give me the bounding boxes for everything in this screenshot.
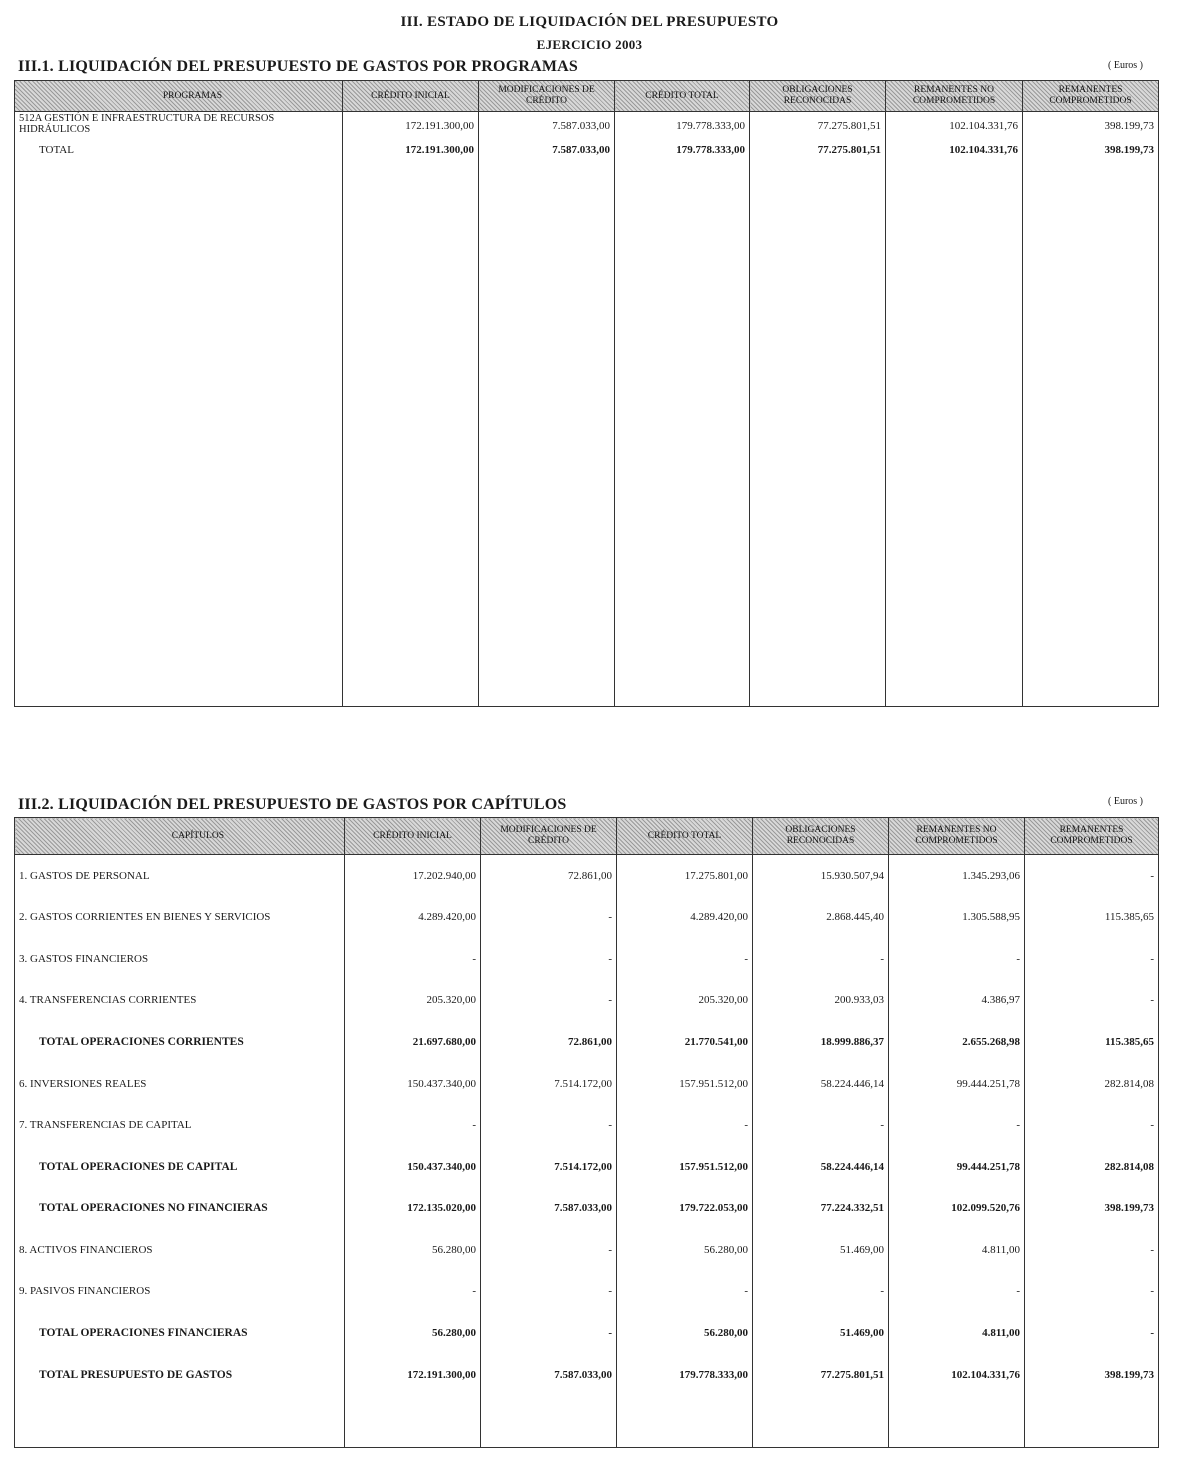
col-header-credito-inicial: CRÉDITO INICIAL [343,81,479,112]
cell-value: 4.289.420,00 [617,896,753,938]
cell-value: 282.814,08 [1025,1063,1159,1105]
col-header-credito-total: CRÉDITO TOTAL [615,81,750,112]
cell-value: 179.778.333,00 [615,144,750,703]
empty-cell [479,702,615,706]
document-subtitle: EJERCICIO 2003 [536,37,643,52]
cell-value: - [617,938,753,980]
cell-value: 77.275.801,51 [750,144,886,703]
table-filler-row [15,702,1159,706]
row-label: 8. ACTIVOS FINANCIEROS [15,1229,345,1271]
cell-value: - [1025,1229,1159,1271]
cell-value: 4.811,00 [889,1229,1025,1271]
cell-value: - [481,980,617,1022]
col-header-capitulos: CAPÍTULOS [15,818,345,855]
cell-value: 179.722.053,00 [617,1187,753,1229]
cell-value: - [345,938,481,980]
table-row-total [15,1146,1159,1188]
cell-value: 102.104.331,76 [889,1354,1025,1396]
cell-value: - [889,1104,1025,1146]
cell-value: 282.814,08 [1025,1146,1159,1188]
empty-cell [15,1395,345,1447]
cell-value: 77.275.801,51 [753,1354,889,1396]
cell-value: 102.099.520,76 [889,1187,1025,1229]
row-label: 9. PASIVOS FINANCIEROS [15,1271,345,1313]
col-header-credito-total: CRÉDITO TOTAL [617,818,753,855]
empty-cell [889,1395,1025,1447]
cell-value: 2.868.445,40 [753,896,889,938]
document-title: III. ESTADO DE LIQUIDACIÓN DEL PRESUPUESTO [400,14,779,30]
empty-cell [615,702,750,706]
col-header-remanentes-no: REMANENTES NO COMPROMETIDOS [889,818,1025,855]
cell-value: - [1025,855,1159,897]
cell-value: 15.930.507,94 [753,855,889,897]
cell-value: 115.385,65 [1025,1021,1159,1063]
cell-value: - [481,896,617,938]
cell-value: 51.469,00 [753,1312,889,1354]
table-row-total [15,1354,1159,1396]
table-row-total [15,1187,1159,1229]
cell-value: 72.861,00 [481,1021,617,1063]
section1-title: III.1. LIQUIDACIÓN DEL PRESUPUESTO DE GASTOS POR PROGRAMAS [18,58,578,75]
table-row-total [15,1021,1159,1063]
cell-value: 4.386,97 [889,980,1025,1022]
row-label: 2. GASTOS CORRIENTES EN BIENES Y SERVICIOS [15,896,345,938]
empty-cell [343,702,479,706]
cell-value: 7.587.033,00 [481,1354,617,1396]
cell-value: - [1025,1312,1159,1354]
cell-value: 77.224.332,51 [753,1187,889,1229]
cell-value: 7.587.033,00 [479,112,615,144]
section2-title: III.2. LIQUIDACIÓN DEL PRESUPUESTO DE GASTOS POR CAPÍTULOS [18,796,567,813]
col-header-programas: PROGRAMAS [15,81,343,112]
cell-value: 72.861,00 [481,855,617,897]
cell-value: 172.191.300,00 [343,112,479,144]
cell-value: 18.999.886,37 [753,1021,889,1063]
cell-value: 150.437.340,00 [345,1146,481,1188]
cell-value: 398.199,73 [1025,1187,1159,1229]
row-label: TOTAL PRESUPUESTO DE GASTOS [15,1354,345,1396]
cell-value: - [481,938,617,980]
row-label: 6. INVERSIONES REALES [15,1063,345,1105]
cell-value: - [753,938,889,980]
cell-value: 398.199,73 [1023,144,1159,703]
empty-cell [886,702,1023,706]
cell-value: 21.770.541,00 [617,1021,753,1063]
row-label: TOTAL OPERACIONES CORRIENTES [15,1021,345,1063]
col-header-remanentes: REMANENTES COMPROMETIDOS [1023,81,1159,112]
cell-value: - [481,1271,617,1313]
col-header-modificaciones: MODIFICACIONES DE CRÉDITO [479,81,615,112]
cell-value: 7.514.172,00 [481,1063,617,1105]
col-header-credito-inicial: CRÉDITO INICIAL [345,818,481,855]
row-label: TOTAL [15,144,343,703]
cell-value: 205.320,00 [617,980,753,1022]
cell-value: - [481,1229,617,1271]
cell-value: 1.305.588,95 [889,896,1025,938]
cell-value: 157.951.512,00 [617,1063,753,1105]
cell-value: - [1025,1104,1159,1146]
table-row-total [15,144,1159,703]
cell-value: 7.587.033,00 [479,144,615,703]
cell-value: - [617,1271,753,1313]
row-label: 7. TRANSFERENCIAS DE CAPITAL [15,1104,345,1146]
cell-value: - [345,1271,481,1313]
cell-value: 2.655.268,98 [889,1021,1025,1063]
cell-value: - [1025,938,1159,980]
table-row [15,112,1159,144]
table-header-row [15,818,1159,855]
empty-cell [750,702,886,706]
row-label: TOTAL OPERACIONES DE CAPITAL [15,1146,345,1188]
cell-value: 398.199,73 [1023,112,1159,144]
col-header-obligaciones: OBLIGACIONES RECONOCIDAS [753,818,889,855]
cell-value: - [753,1104,889,1146]
row-label: TOTAL OPERACIONES NO FINANCIERAS [15,1187,345,1229]
row-label: TOTAL OPERACIONES FINANCIERAS [15,1312,345,1354]
cell-value: 56.280,00 [617,1312,753,1354]
section2-units: ( Euros ) [1108,796,1143,807]
cell-value: 398.199,73 [1025,1354,1159,1396]
cell-value: - [481,1104,617,1146]
cell-value: - [889,938,1025,980]
cell-value: 56.280,00 [345,1312,481,1354]
cell-value: 115.385,65 [1025,896,1159,938]
cell-value: 99.444.251,78 [889,1063,1025,1105]
empty-cell [1023,702,1159,706]
cell-value: 172.191.300,00 [345,1354,481,1396]
table-filler-row [15,1395,1159,1447]
row-label: 1. GASTOS DE PERSONAL [15,855,345,897]
cell-value: 172.191.300,00 [343,144,479,703]
cell-value: 99.444.251,78 [889,1146,1025,1188]
table-row [15,1229,1159,1271]
cell-value: 17.202.940,00 [345,855,481,897]
row-label: 512A GESTIÓN E INFRAESTRUCTURA DE RECURSOS HIDRÁULICOS [15,112,343,144]
cell-value: 58.224.446,14 [753,1063,889,1105]
cell-value: 179.778.333,00 [615,112,750,144]
programs-table [14,80,1159,707]
cell-value: - [889,1271,1025,1313]
chapters-table [14,817,1159,1448]
cell-value: 56.280,00 [345,1229,481,1271]
col-header-remanentes: REMANENTES COMPROMETIDOS [1025,818,1159,855]
table-row [15,938,1159,980]
cell-value: 56.280,00 [617,1229,753,1271]
col-header-obligaciones: OBLIGACIONES RECONOCIDAS [750,81,886,112]
col-header-remanentes-no: REMANENTES NO COMPROMETIDOS [886,81,1023,112]
empty-cell [15,702,343,706]
cell-value: 205.320,00 [345,980,481,1022]
row-label: 3. GASTOS FINANCIEROS [15,938,345,980]
cell-value: 77.275.801,51 [750,112,886,144]
empty-cell [481,1395,617,1447]
cell-value: 17.275.801,00 [617,855,753,897]
col-header-modificaciones: MODIFICACIONES DE CRÉDITO [481,818,617,855]
cell-value: 4.811,00 [889,1312,1025,1354]
cell-value: 102.104.331,76 [886,112,1023,144]
cell-value: - [617,1104,753,1146]
table-header-row [15,81,1159,112]
cell-value: - [345,1104,481,1146]
cell-value: 150.437.340,00 [345,1063,481,1105]
row-label: 4. TRANSFERENCIAS CORRIENTES [15,980,345,1022]
empty-cell [617,1395,753,1447]
cell-value: - [1025,1271,1159,1313]
cell-value: 7.514.172,00 [481,1146,617,1188]
cell-value: 157.951.512,00 [617,1146,753,1188]
empty-cell [345,1395,481,1447]
cell-value: 7.587.033,00 [481,1187,617,1229]
section1-units: ( Euros ) [1108,60,1143,71]
cell-value: 1.345.293,06 [889,855,1025,897]
table-row [15,1063,1159,1105]
cell-value: - [1025,980,1159,1022]
empty-cell [1025,1395,1159,1447]
cell-value: - [481,1312,617,1354]
table-row-total [15,1312,1159,1354]
cell-value: - [753,1271,889,1313]
table-row [15,1271,1159,1313]
cell-value: 200.933,03 [753,980,889,1022]
cell-value: 58.224.446,14 [753,1146,889,1188]
cell-value: 172.135.020,00 [345,1187,481,1229]
cell-value: 102.104.331,76 [886,144,1023,703]
table-row [15,1104,1159,1146]
cell-value: 179.778.333,00 [617,1354,753,1396]
table-row [15,980,1159,1022]
table-row [15,855,1159,897]
cell-value: 4.289.420,00 [345,896,481,938]
empty-cell [753,1395,889,1447]
cell-value: 21.697.680,00 [345,1021,481,1063]
cell-value: 51.469,00 [753,1229,889,1271]
table-row [15,896,1159,938]
